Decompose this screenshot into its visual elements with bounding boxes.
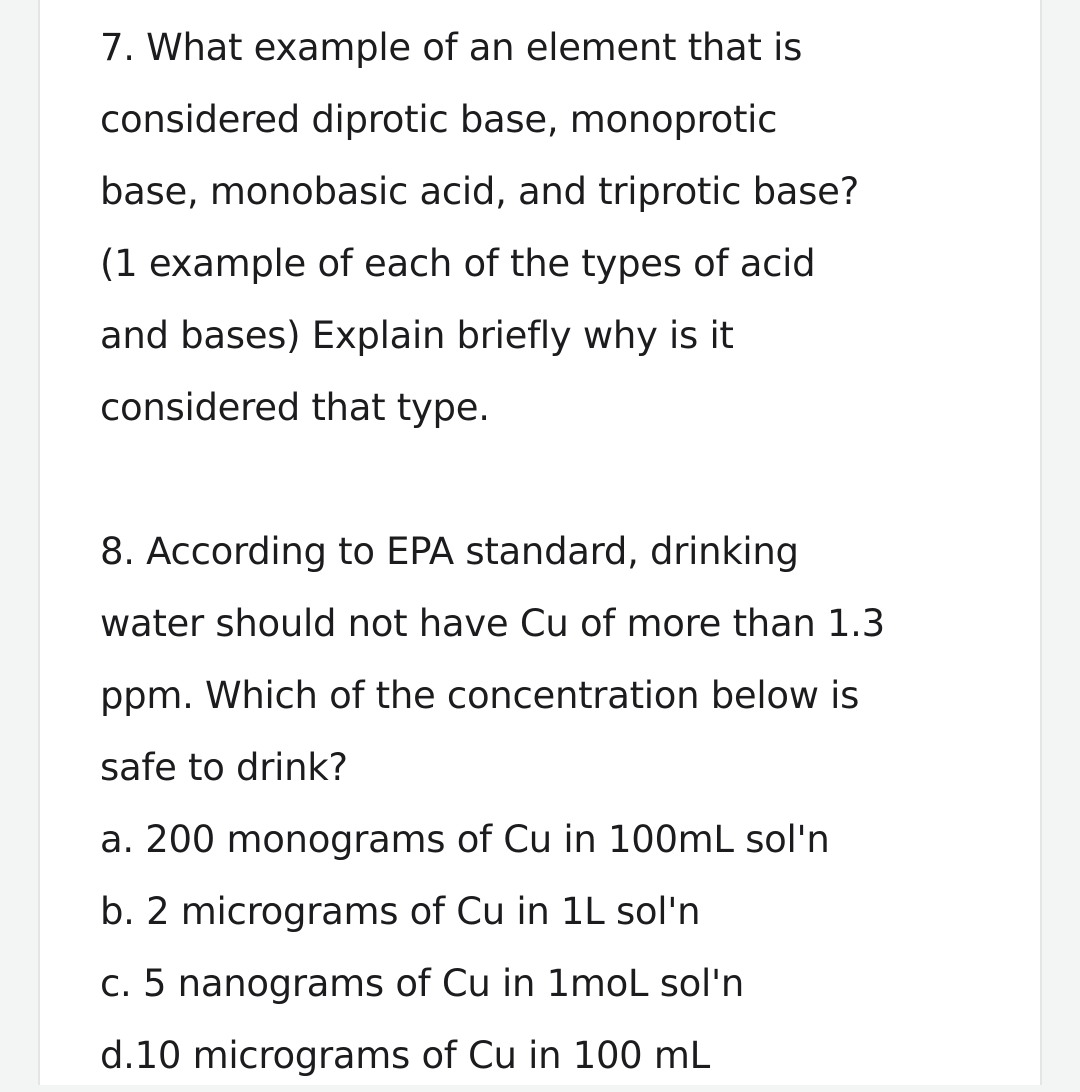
- question-7-line: 7. What example of an element that is: [100, 26, 803, 69]
- option-a: a. 200 monograms of Cu in 100mL sol'n: [100, 818, 830, 861]
- option-d: d.10 micrograms of Cu in 100 mL: [100, 1034, 710, 1077]
- question-8-line: ppm. Which of the concentration below is: [100, 674, 860, 717]
- option-b: b. 2 micrograms of Cu in 1L sol'n: [100, 890, 701, 933]
- document-content: [100, 12, 1000, 1092]
- question-7-line: and bases) Explain briefly why is it: [100, 314, 734, 357]
- question-7-line: considered diprotic base, monoprotic: [100, 98, 778, 141]
- question-8-line: water should not have Cu of more than 1.3: [100, 602, 885, 645]
- question-8-line: safe to drink?: [100, 746, 348, 789]
- question-7-line: (1 example of each of the types of acid: [100, 242, 816, 285]
- question-7-line: considered that type.: [100, 386, 490, 429]
- question-7: [100, 12, 1000, 444]
- question-spacer: [100, 444, 1000, 516]
- question-8-line: 8. According to EPA standard, drinking: [100, 530, 799, 573]
- question-8: [100, 516, 1000, 1092]
- document-page: [38, 0, 1042, 1085]
- question-7-line: base, monobasic acid, and triprotic base?: [100, 170, 859, 213]
- option-c: c. 5 nanograms of Cu in 1moL sol'n: [100, 962, 745, 1005]
